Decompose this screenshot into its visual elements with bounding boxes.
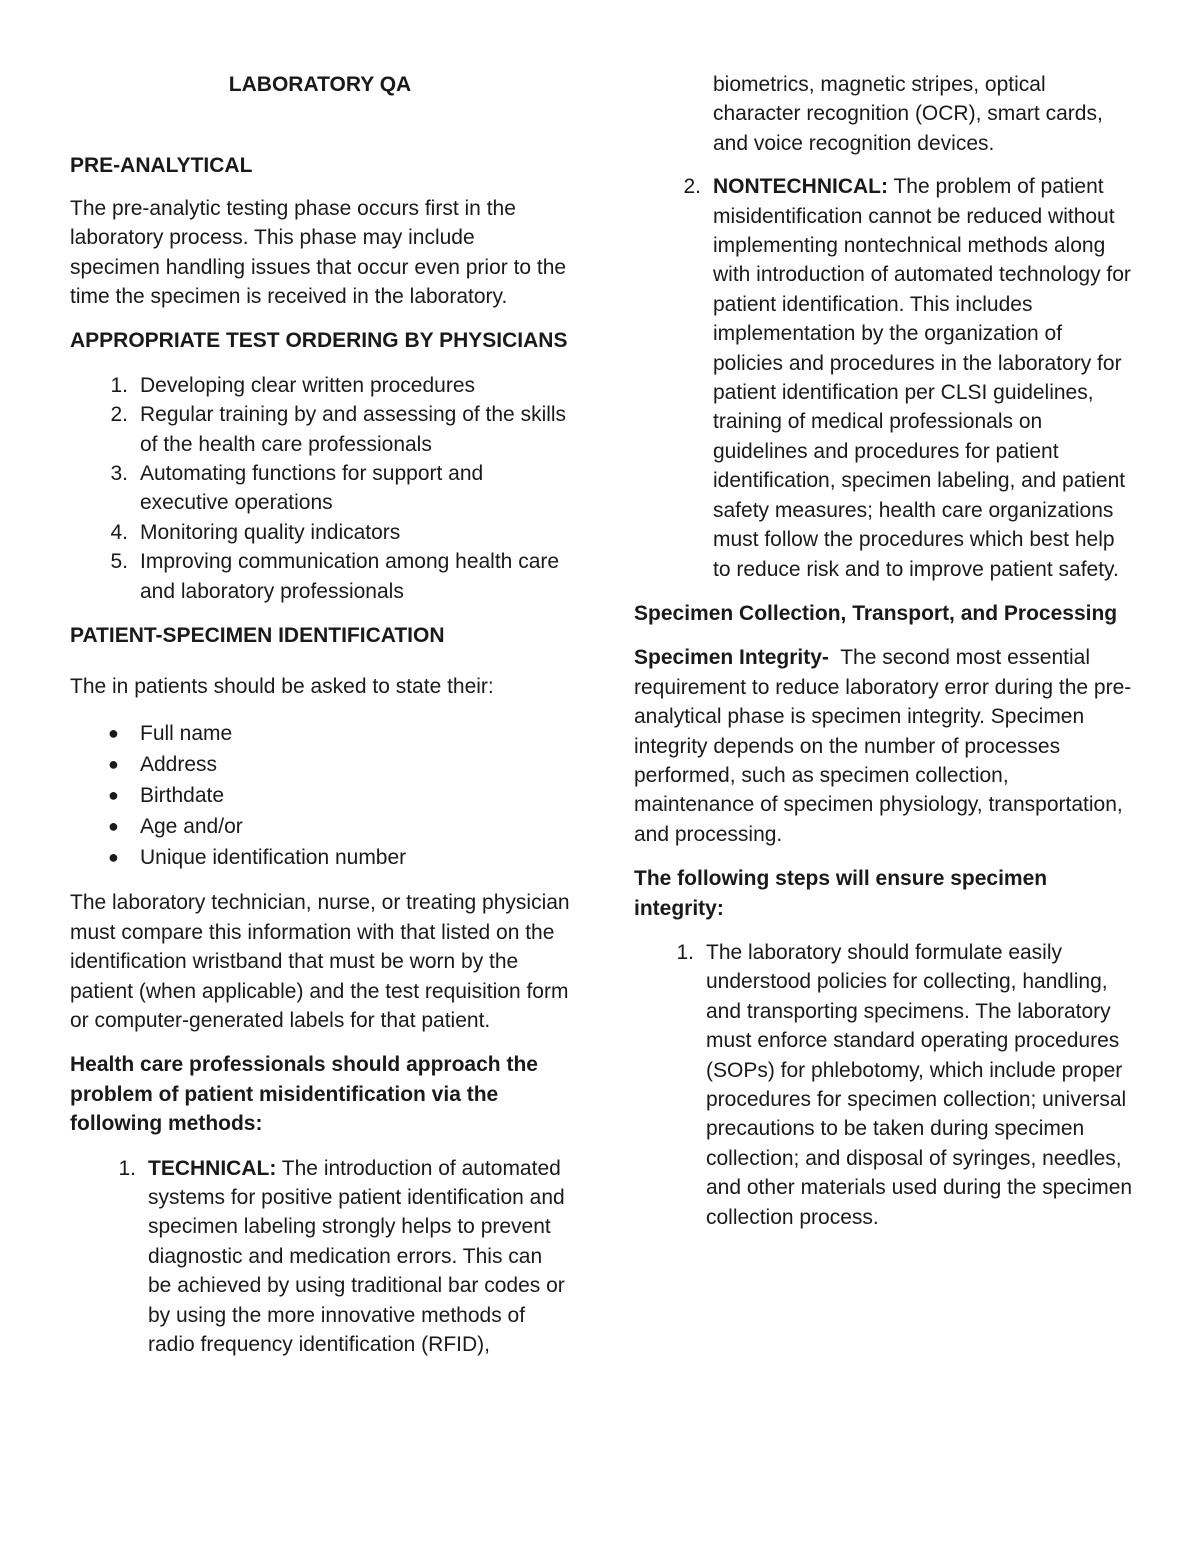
bullet-icon: ●: [108, 846, 119, 867]
patient-info-list: [70, 719, 570, 872]
methods-list-continued: [634, 172, 1134, 584]
patient-id-intro: The in patients should be asked to state their:: [70, 674, 494, 698]
left-column: [70, 0, 570, 1359]
list-number: 1.: [118, 1156, 136, 1180]
list-item: 1. The laboratory should formulate easily understood policies for collecting, handling, and transporting specimens. The laboratory must enforce standard operating procedures (SOPs) for phlebotomy, which include proper procedures for specimen collection; universal precautions to be taken during specimen collection; and disposal of syringes, needles, and other materials used during the specimen collection process.: [634, 938, 1134, 1232]
bullet-icon: ●: [108, 815, 119, 836]
method-label: NONTECHNICAL:: [713, 175, 888, 199]
list-item: ● Address: [70, 750, 570, 779]
integrity-text: The second most essential requirement to reduce laboratory error during the pre-analytical phase is specimen integrity. Specimen integrity depends on the number of processes performed, such as specimen collection, maintenance of specimen physiology, transportation, and processing.: [634, 646, 1132, 846]
methods-list: [70, 1154, 570, 1360]
list-item: 2. Regular training by and assessing of the skills of the health care professionals: [70, 400, 570, 459]
list-item: ● Full name: [70, 719, 570, 748]
steps-list: [634, 938, 1134, 1232]
right-column: [634, 0, 1134, 1232]
methods-heading: Health care professionals should approach the problem of patient misidentification via the following methods:: [70, 1053, 538, 1136]
bullet-icon: ●: [108, 784, 119, 805]
test-ordering-heading: APPROPRIATE TEST ORDERING BY PHYSICIANS: [70, 329, 568, 353]
method-label: TECHNICAL:: [148, 1156, 277, 1180]
bullet-icon: ●: [108, 753, 119, 774]
list-item: 5. Improving communication among health care and laboratory professionals: [70, 547, 570, 606]
list-item: [70, 1154, 570, 1360]
list-item: [634, 172, 1134, 584]
list-number: 5.: [110, 550, 128, 574]
method-text: The introduction of automated systems for positive patient identification and specimen labeling strongly helps to prevent diagnostic and medication errors. This can be achieved by using traditional bar codes or by using the more innovative methods of radio frequency identification (RFID),: [148, 1156, 565, 1356]
test-ordering-list: [70, 371, 570, 606]
pre-analytical-intro: The pre-analytic testing phase occurs first in the laboratory process. This phase may include specimen handling issues that occur even prior to the time the specimen is received in the laboratory.: [70, 196, 567, 309]
list-item: ● Birthdate: [70, 781, 570, 810]
list-item: ● Unique identification number: [70, 843, 570, 872]
list-number: 1.: [110, 373, 128, 397]
list-number: 2.: [110, 403, 128, 427]
list-item: 4. Monitoring quality indicators: [70, 518, 570, 547]
compare-paragraph: The laboratory technician, nurse, or treating physician must compare this information with that listed on the identification wristband that must be worn by the patient (when applicable) and the test requisition form or computer-generated labels for that patient.: [70, 891, 570, 1032]
list-item: ● Age and/or: [70, 812, 570, 841]
specimen-heading: Specimen Collection, Transport, and Processing: [634, 601, 1118, 625]
document-title: LABORATORY QA: [228, 73, 412, 96]
list-item: 3. Automating functions for support and executive operations: [70, 459, 570, 518]
pre-analytical-heading: PRE-ANALYTICAL: [70, 154, 253, 178]
list-number: 1.: [676, 940, 694, 964]
steps-heading: The following steps will ensure specimen integrity:: [634, 867, 1048, 920]
patient-id-heading: PATIENT-SPECIMEN IDENTIFICATION: [70, 624, 445, 648]
list-number: 4.: [110, 520, 128, 544]
bullet-icon: ●: [108, 722, 119, 743]
list-number: 2.: [683, 175, 701, 199]
specimen-integrity-paragraph: [634, 643, 1134, 849]
list-number: 3.: [110, 462, 128, 486]
integrity-label: Specimen Integrity-: [634, 646, 829, 670]
method-text: The problem of patient misidentification cannot be reduced without implementing nontechnical methods along with introduction of automated technology for patient identification. This includes implementation by the organization of policies and procedures in the laboratory for patient identification per CLSI guidelines, training of medical professionals on guidelines and procedures for patient identification, specimen labeling, and patient safety measures; health care organizations must follow the procedures which best help to reduce risk and to improve patient safety.: [713, 175, 1131, 581]
technical-continued: biometrics, magnetic stripes, optical character recognition (OCR), smart cards, and voice recognition devices.: [713, 73, 1103, 155]
list-item: 1. Developing clear written procedures: [70, 371, 570, 400]
